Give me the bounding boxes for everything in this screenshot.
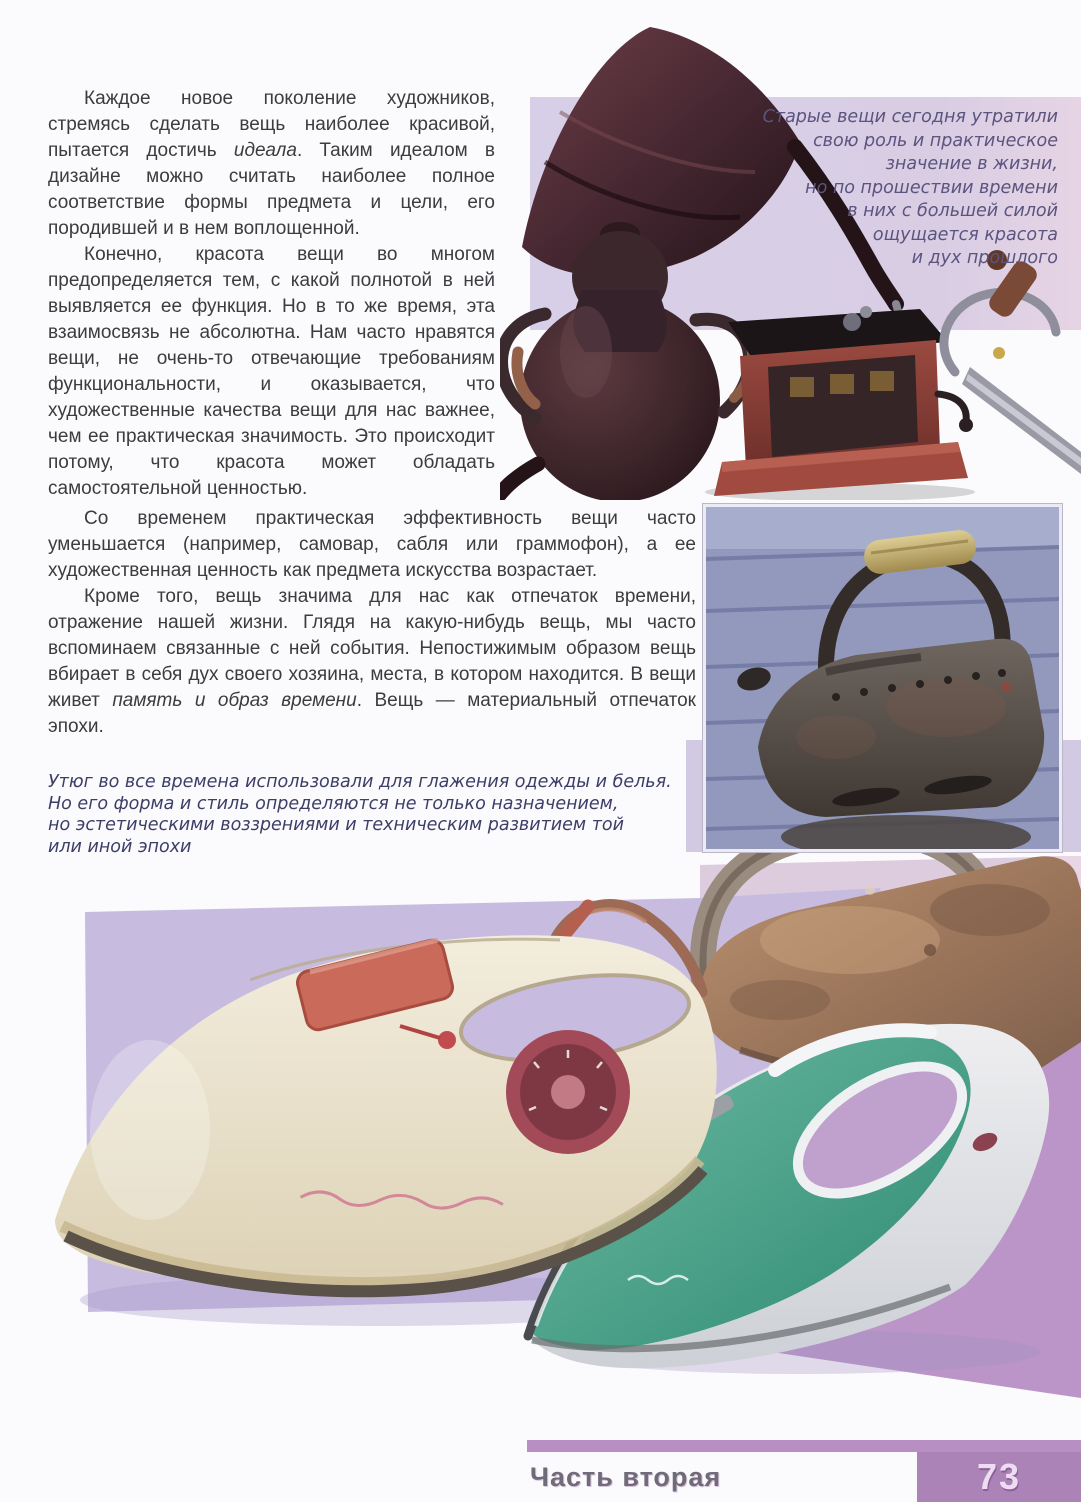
page-number: 73 — [976, 1456, 1022, 1497]
caption-gramophone — [688, 106, 1058, 271]
caption-line: в них с большей силой — [847, 201, 1058, 221]
caption-line: Утюг во все времена использовали для глажения одежды и белья. — [48, 772, 672, 792]
coal-iron-illustration — [706, 507, 1059, 849]
coal-iron-photo — [703, 504, 1062, 852]
article-text-upper — [48, 86, 495, 502]
gramophone-box — [705, 306, 975, 500]
caption-line: но эстетическими воззрениями и техническим развитием той — [48, 815, 624, 835]
article-paragraph: Каждое новое поколение художников, стремясь сделать вещь наиболее красивой, пытается достичь идеала. Таким идеалом в дизайне можно считать наиболее полное соответствие формы предмета и цели, его породившей и в нем воплощенной. — [48, 88, 495, 239]
caption-line: или иной эпохи — [48, 836, 192, 857]
caption-line: Старые вещи сегодня утратили — [762, 107, 1058, 127]
footer-rule — [527, 1440, 1081, 1452]
article-paragraph: Конечно, красота вещи во многом предопределяется тем, с какой полнотой в ней выявляется ее функция. Но в то же время, эта взаимосвязь не абсолютна. Нам часто нравятся вещи, не очень-то отвечающие требованиям функциональности, и оказывается, что художественные качества вещи для нас важнее, чем ее практическая значимость. Это происходит потому, что красота может обладать самостоятельной ценностью. — [48, 244, 495, 499]
caption-line: Но его форма и стиль определяются не только назначением, — [48, 793, 619, 814]
caption-line: но по прошествии времени — [805, 177, 1058, 198]
caption-line: значение в жизни, — [885, 154, 1058, 174]
article-text-lower — [48, 506, 696, 740]
page-number-box — [917, 1452, 1081, 1502]
caption-iron — [48, 772, 712, 858]
article-paragraph: Со временем практическая эффективность вещи часто уменьшается (например, самовар, сабля или граммофон), а ее художественная ценность как предмета искусства возрастает. — [48, 508, 696, 581]
caption-line: ощущается красота — [872, 224, 1058, 245]
caption-line: и дух прошлого — [911, 248, 1058, 268]
footer-section-label: Часть вторая — [530, 1462, 722, 1492]
article-paragraph: Кроме того, вещь значима для нас как отпечаток времени, отражение нашей жизни. Глядя на какую-нибудь вещь, мы часто вспоминаем связанные с ней события. Непостижимым образом вещь вбирает в себя дух своего хозяина, места, в котором находится. В вещи живет память и образ времени. Вещь — материальный отпечаток эпохи. — [48, 586, 696, 737]
caption-line: свою роль и практическое — [813, 130, 1058, 151]
